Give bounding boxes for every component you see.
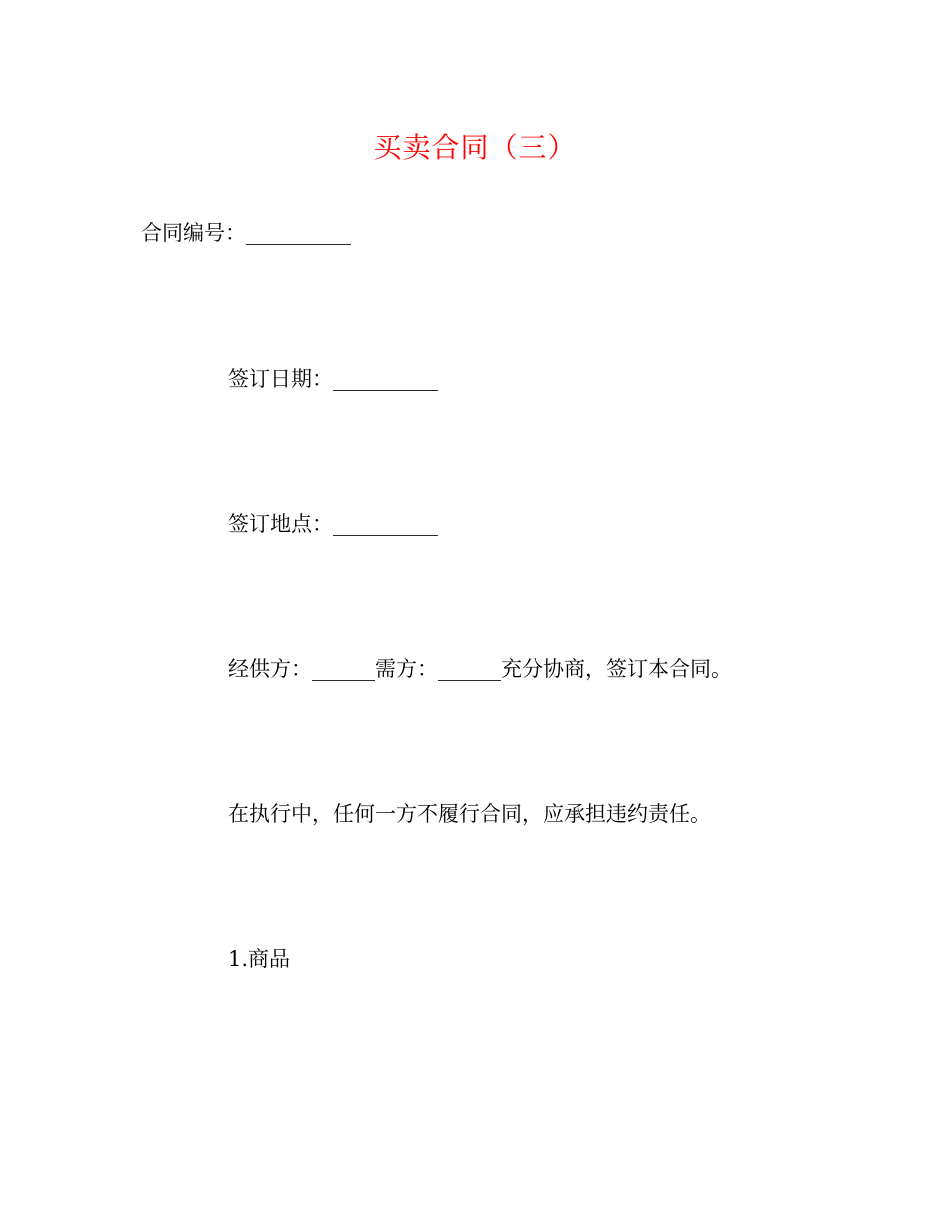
signing-place-line: 签订地点：__________ bbox=[228, 512, 438, 536]
contract-number-line: 合同编号：__________ bbox=[141, 221, 351, 245]
breach-liability-line: 在执行中，任何一方不履行合同，应承担违约责任。 bbox=[228, 802, 711, 826]
section-heading-goods: 1.商品 bbox=[228, 947, 291, 971]
document-title: 买卖合同（三） bbox=[373, 131, 577, 164]
parties-agreement-line: 经供方：______需方：______充分协商，签订本合同。 bbox=[228, 657, 732, 681]
signing-date-line: 签订日期：__________ bbox=[228, 367, 438, 391]
